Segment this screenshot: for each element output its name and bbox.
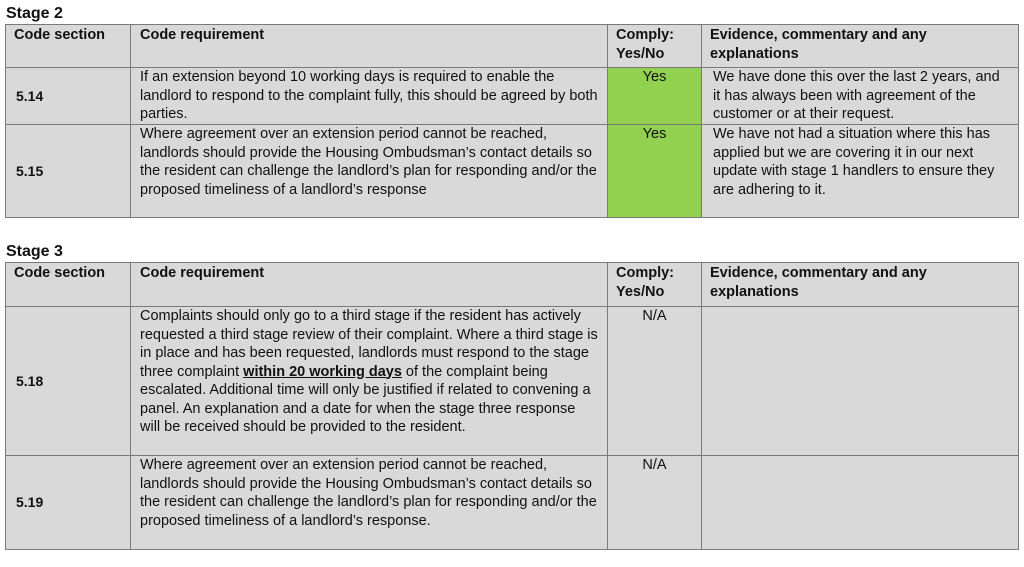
comply-cell: Yes	[608, 125, 702, 218]
stage-3-title: Stage 3	[6, 243, 63, 260]
evidence-cell: We have done this over the last 2 years, and it has always been with agreement of the customer or at their request.	[702, 68, 1019, 125]
code-section-cell: 5.18	[6, 307, 131, 456]
requirement-text-start: Complaints should only go to a third stage if the resident has actively requested a third stage review of their complaint. Where a third stage is in place and has been requested, landlords must respond to the stage three complaint	[140, 308, 598, 380]
header-evidence: Evidence, commentary and any explanations	[702, 25, 1019, 68]
comply-cell: Yes	[608, 68, 702, 125]
header-code-section: Code section	[6, 25, 131, 68]
requirement-cell	[131, 307, 608, 456]
table-header-row	[6, 25, 1019, 68]
table-header-row	[6, 263, 1019, 307]
header-comply: Comply: Yes/No	[608, 25, 702, 68]
header-comply: Comply: Yes/No	[608, 263, 702, 307]
evidence-cell: We have not had a situation where this has applied but we are covering it in our next update with stage 1 handlers to ensure they are adhering to it.	[702, 125, 1019, 218]
table-row	[6, 456, 1019, 550]
comply-cell: N/A	[608, 307, 702, 456]
code-section-cell: 5.14	[6, 68, 131, 125]
stage-2-table	[5, 24, 1019, 218]
stage-3-table	[5, 262, 1019, 550]
table-row	[6, 68, 1019, 125]
code-section-cell: 5.19	[6, 456, 131, 550]
requirement-emphasis: within 20 working days	[243, 363, 402, 380]
code-section-cell: 5.15	[6, 125, 131, 218]
header-code-requirement: Code requirement	[131, 263, 608, 307]
requirement-cell: Where agreement over an extension period cannot be reached, landlords should provide the Housing Ombudsman’s contact details so the resident can challenge the landlord’s plan for responding and/or the proposed timeliness of a landlord’s response.	[131, 456, 608, 550]
header-code-section: Code section	[6, 263, 131, 307]
stage-2-title: Stage 2	[6, 5, 63, 22]
evidence-cell	[702, 456, 1019, 550]
header-evidence: Evidence, commentary and any explanations	[702, 263, 1019, 307]
table-row	[6, 125, 1019, 218]
requirement-cell: Where agreement over an extension period cannot be reached, landlords should provide the Housing Ombudsman’s contact details so the resident can challenge the landlord’s plan for responding and/or the proposed timeliness of a landlord’s response	[131, 125, 608, 218]
requirement-text-end: of the complaint being escalated. Additional time will only be justified if related to convening a panel. An explanation and a date for when the stage three response will be received should be provided to the resident.	[140, 363, 591, 435]
table-row	[6, 307, 1019, 456]
requirement-cell: If an extension beyond 10 working days is required to enable the landlord to respond to the complaint fully, this should be agreed by both parties.	[131, 68, 608, 125]
header-code-requirement: Code requirement	[131, 25, 608, 68]
comply-cell: N/A	[608, 456, 702, 550]
evidence-cell	[702, 307, 1019, 456]
